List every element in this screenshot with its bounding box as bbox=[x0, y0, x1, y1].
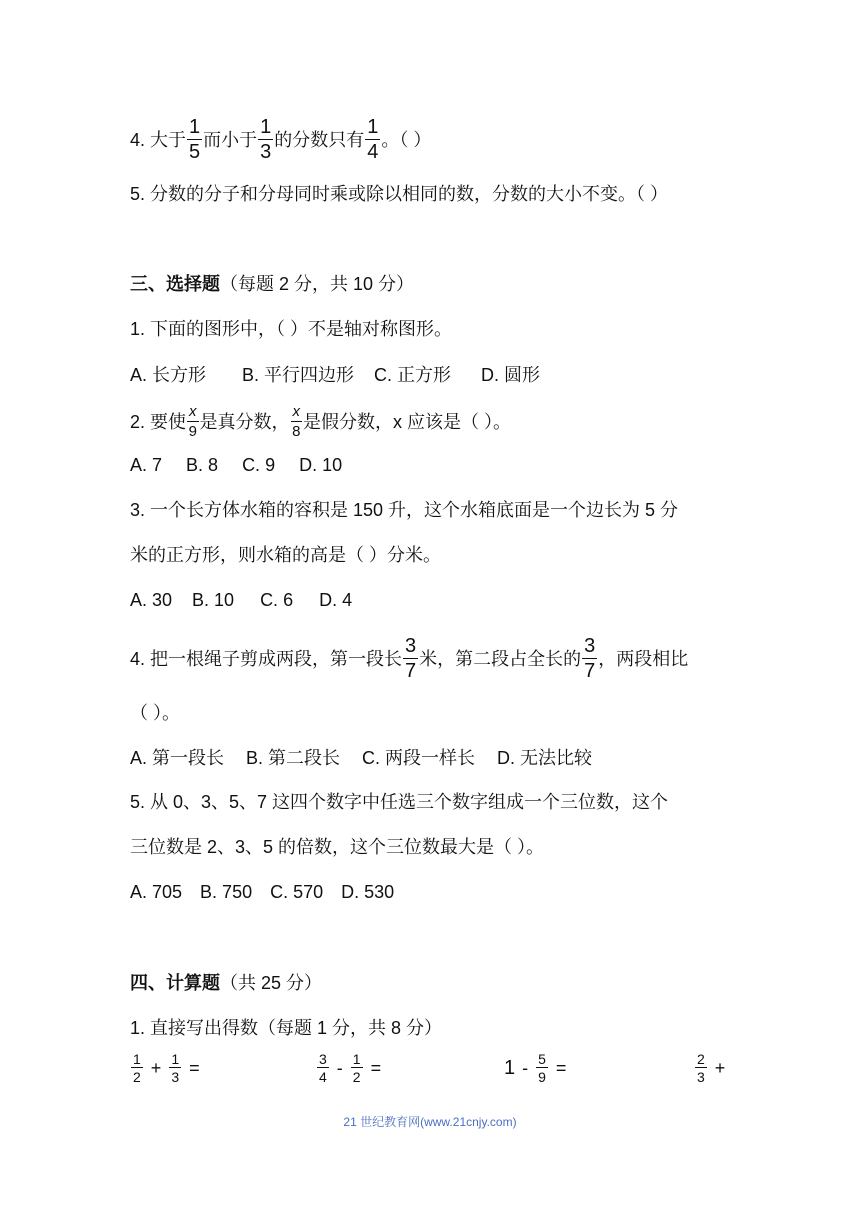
section-3-heading bbox=[130, 273, 414, 295]
option-b: B. 10 bbox=[192, 590, 235, 610]
section-title: 三、选择题 bbox=[130, 274, 220, 294]
fraction: $\frac{1}{3}$ bbox=[260, 116, 272, 163]
option-d: D. 圆形 bbox=[481, 365, 541, 385]
option-a: A. 第一段长 bbox=[130, 748, 225, 768]
q-text: 1. 下面的图形中，（ ）不是轴对称图形。 bbox=[130, 319, 453, 339]
page-footer: 21 世纪教育网(www.21cnjy.com) bbox=[343, 1115, 517, 1129]
q-text: 4. 大于 bbox=[130, 129, 187, 150]
fraction: $\frac{1}{4}$ bbox=[367, 116, 379, 163]
option-c: C. 6 bbox=[260, 590, 294, 610]
equals-sign: = bbox=[370, 1057, 382, 1078]
choice-question-1 bbox=[130, 318, 452, 340]
q-text: 5. 分数的分子和分母同时乘或除以相同的数，分数的大小不变。（ ） bbox=[130, 184, 669, 204]
operator: - bbox=[522, 1057, 529, 1078]
fraction: $\frac{1}{2}$ bbox=[352, 1051, 361, 1085]
q-text: 1. 直接写出得数（每题 1 分，共 8 分） bbox=[130, 1018, 443, 1038]
q4-options bbox=[130, 747, 592, 769]
section-4-heading bbox=[130, 972, 322, 994]
operator: + bbox=[150, 1057, 162, 1078]
option-b: B. 第二段长 bbox=[246, 748, 341, 768]
fraction: $\frac{1}{2}$ bbox=[133, 1051, 141, 1085]
fraction: $\frac{5}{9}$ bbox=[538, 1051, 546, 1085]
fraction: $\frac{1}{5}$ bbox=[189, 116, 201, 163]
fraction: $\frac{3}{4}$ bbox=[319, 1051, 327, 1085]
option-d: D. 无法比较 bbox=[497, 748, 593, 768]
equals-sign: = bbox=[555, 1057, 567, 1078]
q1-options bbox=[130, 364, 540, 386]
q-text: 是假分数，x 应该是（ ）。 bbox=[303, 411, 512, 432]
q-text: 米，第二段占全长的 bbox=[419, 648, 582, 669]
q-text: 2. 要使 bbox=[130, 411, 187, 432]
calc-item-3 bbox=[504, 1052, 573, 1084]
q-text: 的分数只有 bbox=[274, 129, 365, 150]
judge-question-4 bbox=[130, 117, 431, 162]
option-a: A. 30 bbox=[130, 590, 173, 610]
equals-sign: = bbox=[189, 1057, 200, 1078]
answer-blank: 。（ ） bbox=[381, 129, 432, 150]
q-text: ，两段相比 bbox=[598, 648, 689, 669]
q-text: 5. 从 0、3、5、7 这四个数字中任选三个数字组成一个三位数，这个 bbox=[130, 792, 669, 812]
operator: + bbox=[714, 1057, 726, 1078]
option-b: B. 8 bbox=[186, 455, 219, 475]
option-a: A. 705 bbox=[130, 882, 183, 902]
calc-subheading bbox=[130, 1017, 442, 1039]
operator: - bbox=[336, 1057, 343, 1078]
option-d: D. 530 bbox=[341, 882, 395, 902]
section-title: 四、计算题 bbox=[130, 973, 220, 993]
option-c: C. 570 bbox=[270, 882, 324, 902]
choice-question-5-line1 bbox=[130, 791, 668, 813]
choice-question-4 bbox=[130, 636, 688, 681]
choice-question-3-line1 bbox=[130, 499, 678, 521]
calc-item-4 bbox=[694, 1052, 732, 1084]
q-text: 而小于 bbox=[203, 129, 258, 150]
choice-question-5-line2 bbox=[130, 836, 544, 858]
option-d: D. 10 bbox=[299, 455, 343, 475]
choice-question-3-line2 bbox=[130, 544, 441, 566]
section-note: （共 25 分） bbox=[220, 973, 323, 993]
option-b: B. 750 bbox=[200, 882, 253, 902]
option-c: C. 两段一样长 bbox=[362, 748, 476, 768]
fraction: $\frac{3}{7}$ bbox=[405, 635, 417, 682]
section-note: （每题 2 分，共 10 分） bbox=[220, 274, 415, 294]
fraction: $\frac{x}{8}$ bbox=[292, 403, 301, 440]
choice-question-2 bbox=[130, 404, 511, 439]
option-b: B. 平行四边形 bbox=[242, 365, 355, 385]
q-text: 4. 把一根绳子剪成两段，第一段长 bbox=[130, 648, 403, 669]
q-text: 是真分数， bbox=[199, 411, 290, 432]
q-text: 3. 一个长方体水箱的容积是 150 升，这个水箱底面是一个边长为 5 分 bbox=[130, 500, 679, 520]
option-c: C. 正方形 bbox=[374, 365, 452, 385]
q-text: （ ）。 bbox=[130, 703, 181, 723]
fraction: $\frac{2}{3}$ bbox=[697, 1051, 705, 1085]
calc-item-2 bbox=[316, 1052, 388, 1084]
q-text: 米的正方形，则水箱的高是（ ）分米。 bbox=[130, 545, 441, 565]
q-text: 三位数是 2、3、5 的倍数，这个三位数最大是（ ）。 bbox=[130, 837, 545, 857]
q3-options bbox=[130, 589, 352, 611]
fraction: $\frac{1}{3}$ bbox=[171, 1051, 180, 1085]
judge-question-5 bbox=[130, 183, 668, 205]
q5-options bbox=[130, 881, 394, 903]
q2-options bbox=[130, 454, 342, 476]
fraction: $\frac{x}{9}$ bbox=[188, 403, 197, 440]
fraction: $\frac{3}{7}$ bbox=[584, 635, 596, 682]
whole-number: 1 bbox=[504, 1056, 516, 1079]
calc-item-1 bbox=[130, 1052, 207, 1084]
option-d: D. 4 bbox=[319, 590, 353, 610]
option-a: A. 7 bbox=[130, 455, 163, 475]
option-a: A. 长方形 bbox=[130, 365, 207, 385]
option-c: C. 9 bbox=[242, 455, 276, 475]
choice-question-4-line2 bbox=[130, 702, 180, 724]
